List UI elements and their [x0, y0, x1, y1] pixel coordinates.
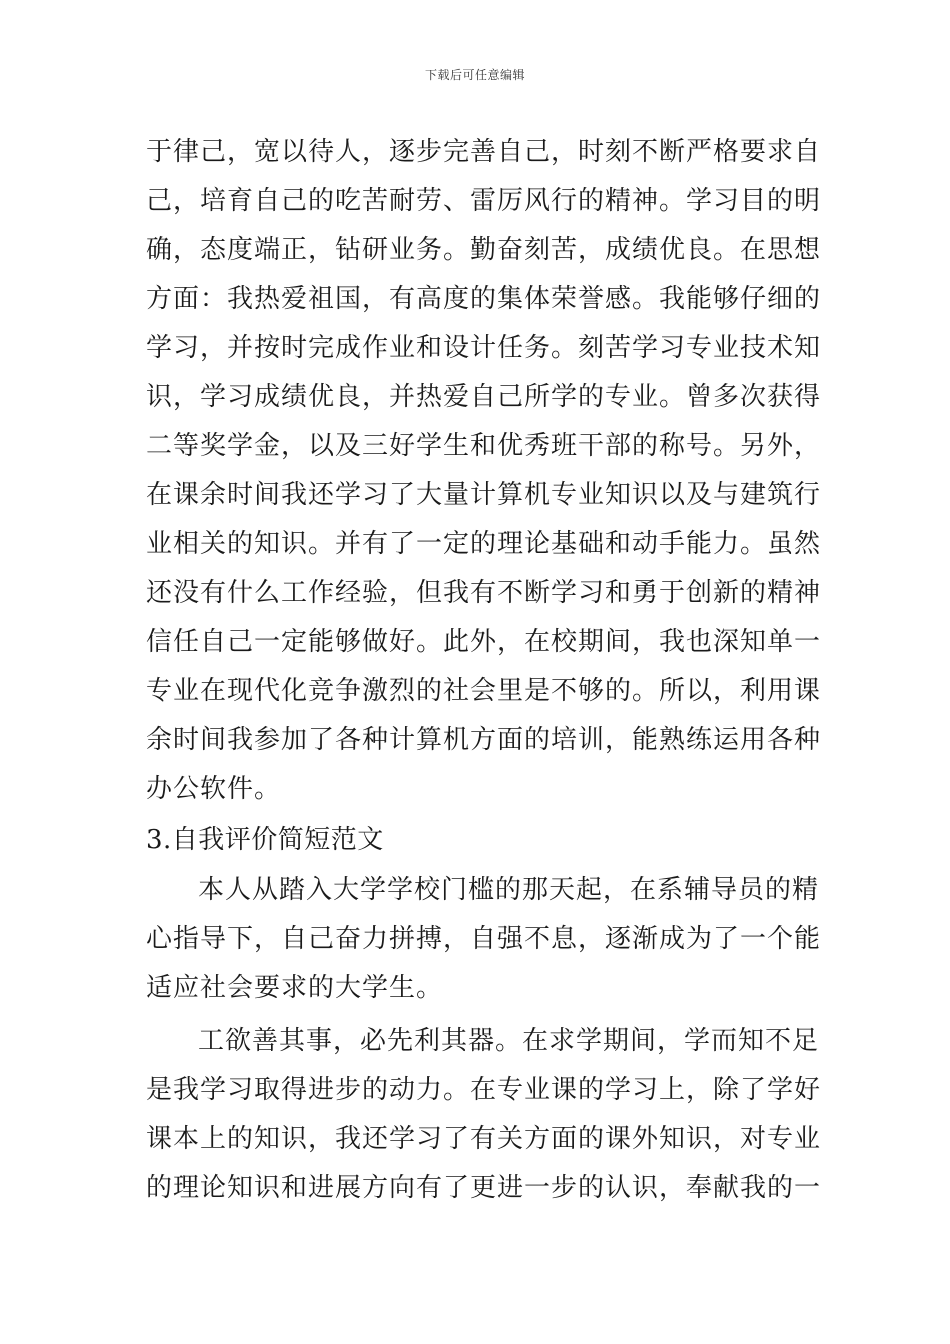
text-line: 办公软件。: [146, 774, 282, 804]
text-line: 的理论知识和进展方向有了更进一步的认识，奉献我的一: [146, 1173, 822, 1203]
text-line: 本人从踏入大学学校门槛的那天起，在系辅导员的精: [198, 875, 820, 905]
paragraph-3: [146, 1017, 822, 1213]
text-line: 二等奖学金，以及三好学生和优秀班干部的称号。另外，: [146, 431, 822, 461]
text-line: 课本上的知识，我还学习了有关方面的课外知识，对专业: [146, 1124, 822, 1154]
text-line: 信任自己一定能够做好。此外，在校期间，我也深知单一: [146, 627, 822, 657]
text-line: 己，培育自己的吃苦耐劳、雷厉风行的精神。学习目的明: [146, 186, 822, 216]
paragraph-1: [146, 128, 822, 814]
text-line: 识，学习成绩优良，并热爱自己所学的专业。曾多次获得: [146, 382, 822, 412]
text-line: 学习，并按时完成作业和设计任务。刻苦学习专业技术知: [146, 333, 822, 363]
text-line: 适应社会要求的大学生。: [146, 973, 444, 1003]
text-line: 余时间我参加了各种计算机方面的培训，能熟练运用各种: [146, 725, 822, 755]
text-line: 专业在现代化竞争激烈的社会里是不够的。所以，利用课: [146, 676, 822, 706]
paragraph-2: [146, 866, 822, 1013]
text-line: 心指导下，自己奋力拼搏，自强不息，逐渐成为了一个能: [146, 924, 822, 954]
document-body: [146, 128, 822, 1213]
page-header: 下载后可任意编辑: [424, 68, 525, 82]
text-line: 是我学习取得进步的动力。在专业课的学习上，除了学好: [146, 1075, 822, 1105]
text-line: 业相关的知识。并有了一定的理论基础和动手能力。虽然: [146, 529, 822, 559]
text-line: 于律己，宽以待人，逐步完善自己，时刻不断严格要求自: [146, 137, 822, 167]
text-line: 工欲善其事，必先利其器。在求学期间，学而知不足: [198, 1026, 820, 1056]
text-line: 还没有什么工作经验，但我有不断学习和勇于创新的精神: [146, 578, 822, 608]
text-line: 在课余时间我还学习了大量计算机专业知识以及与建筑行: [146, 480, 822, 510]
text-line: 确，态度端正，钻研业务。勤奋刻苦，成绩优良。在思想: [146, 235, 822, 265]
text-line: 方面：我热爱祖国，有高度的集体荣誉感。我能够仔细的: [146, 284, 822, 314]
section-heading: 3.自我评价简短范文: [146, 825, 384, 855]
